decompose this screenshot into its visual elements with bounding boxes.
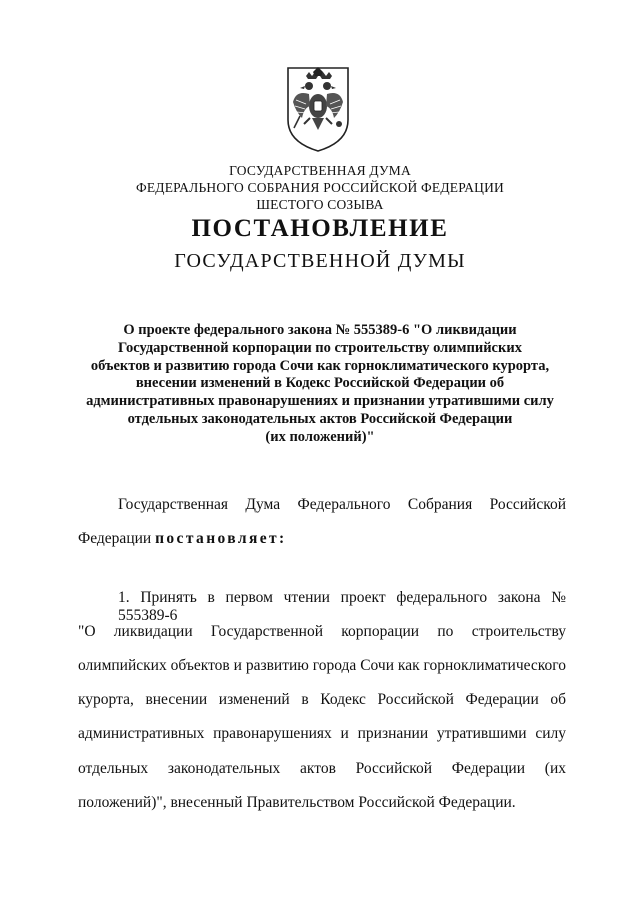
preamble-line-2 — [78, 530, 566, 548]
subject-line: (их положений)" — [265, 428, 375, 445]
document-subtitle: ГОСУДАРСТВЕННОЙ ДУМЫ — [174, 250, 466, 272]
item1-line: административных правонарушениях и признании утратившими силу — [78, 725, 566, 742]
subject-line: административных правонарушениях и признании утратившими силу — [86, 393, 554, 410]
item1-line: курорта, внесении изменений в Кодекс Российской Федерации об — [78, 691, 566, 708]
double-headed-eagle-icon — [272, 64, 364, 154]
coat-of-arms-emblem — [272, 64, 364, 154]
document-title: ПОСТАНОВЛЕНИЕ — [191, 215, 449, 242]
header-line-2: ФЕДЕРАЛЬНОГО СОБРАНИЯ РОССИЙСКОЙ ФЕДЕРАЦИИ — [136, 180, 504, 195]
resolution-subject — [60, 322, 580, 447]
item1-line: 1. Принять в первом чтении проект федерального закона № 555389-6 — [118, 589, 566, 624]
item1-line: "О ликвидации Государственной корпорации по строительству — [78, 623, 566, 640]
subject-line: внесении изменений в Кодекс Российской Федерации об — [135, 375, 505, 392]
issuer-header — [0, 162, 640, 213]
decree-verb: постановляет: — [155, 530, 287, 547]
subject-line: О проекте федерального закона № 555389-6 "О ликвидации — [123, 322, 517, 338]
subject-line: объектов и развитию города Сочи как горноклиматического курорта, — [90, 357, 550, 374]
subject-line: отдельных законодательных актов Российской Федерации — [127, 410, 513, 427]
subject-line: Государственной корпорации по строительству олимпийских — [118, 339, 522, 356]
header-line-3: ШЕСТОГО СОЗЫВА — [256, 197, 384, 212]
item1-line: олимпийских объектов и развитию города Сочи как горноклиматического — [78, 657, 566, 674]
item1-line: отдельных законодательных актов Российской Федерации (их — [78, 760, 566, 777]
preamble-line-1: Государственная Дума Федерального Собрания Российской — [118, 496, 566, 513]
preamble-prefix: Федерации — [78, 530, 156, 547]
header-line-1: ГОСУДАРСТВЕННАЯ ДУМА — [229, 163, 411, 178]
item1-line: положений)", внесенный Правительством Российской Федерации. — [78, 794, 516, 811]
